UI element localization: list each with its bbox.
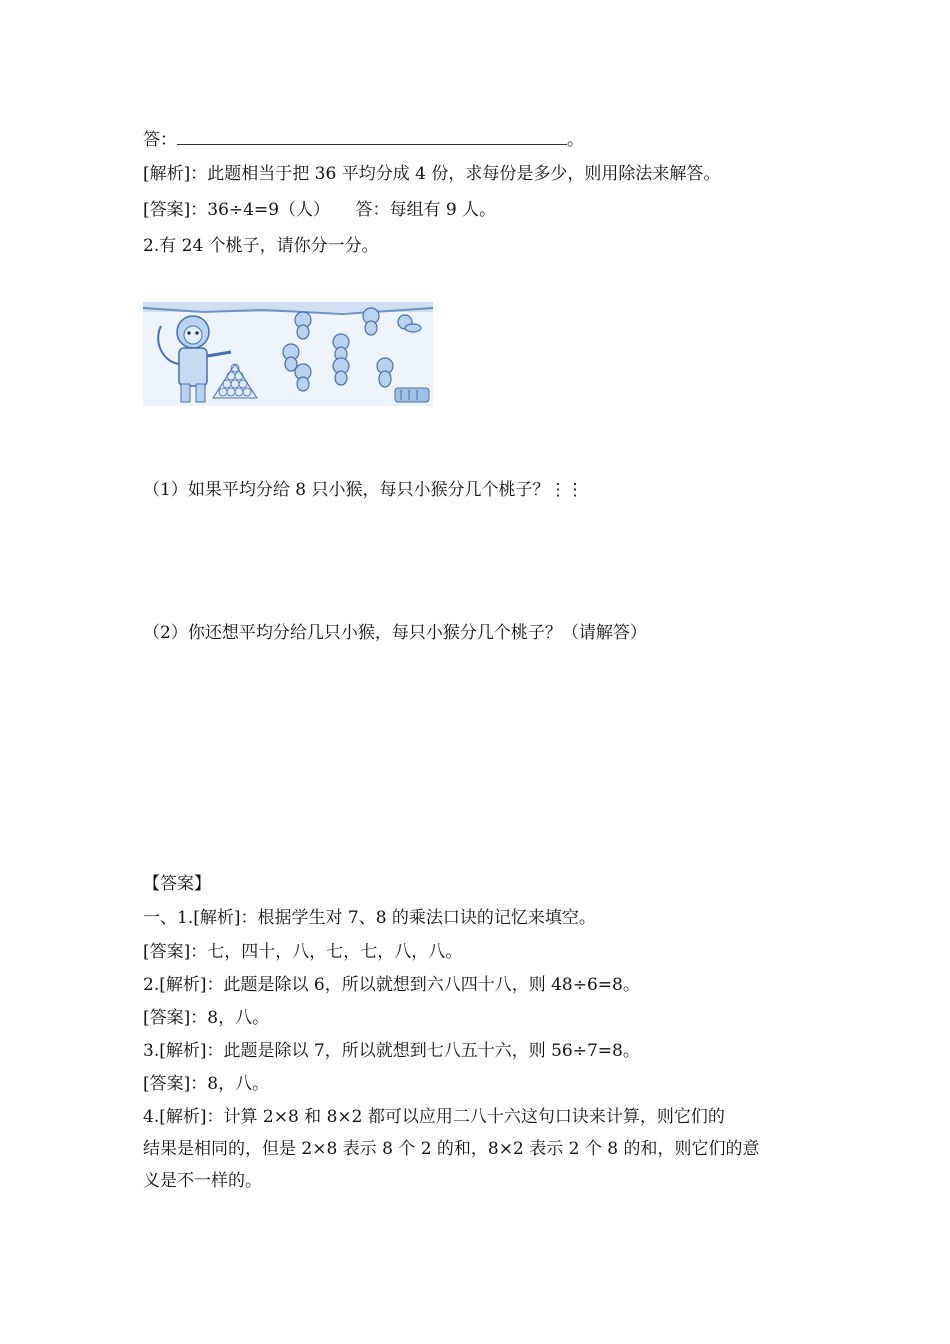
answer-line: [答案]：8，八。 xyxy=(143,1074,270,1094)
question-2: 2.有 24 个桃子，请你分一分。 xyxy=(143,236,379,256)
question-2-part-2: （2）你还想平均分给几只小猴，每只小猴分几个桃子？（请解答） xyxy=(143,623,647,643)
answer-line: [答案]：8，八。 xyxy=(143,1008,270,1028)
answer-end: 。 xyxy=(567,130,584,150)
analysis-text: [解析]：此题相当于把 36 平均分成 4 份，求每份是多少，则用除法来解答。 xyxy=(143,164,721,184)
answer-line: 一、1.[解析]：根据学生对 7、8 的乘法口诀的记忆来填空。 xyxy=(143,908,596,928)
monkeys-peaches-illustration xyxy=(143,302,433,406)
answer-text: [答案]：36÷4=9（人） 答：每组有 9 人。 xyxy=(143,200,497,220)
answer-line: 2.[解析]：此题是除以 6，所以就想到六八四十八，则 48÷6=8。 xyxy=(143,975,640,995)
question-2-part-1: （1）如果平均分给 8 只小猴，每只小猴分几个桃子？⋮⋮ xyxy=(143,480,584,500)
answer-blank-line xyxy=(143,128,584,152)
answer-line: 义是不一样的。 xyxy=(143,1171,262,1191)
answer-line: 结果是相同的，但是 2×8 表示 8 个 2 的和，8×2 表示 2 个 8 的和，则它们的意 xyxy=(143,1139,760,1159)
answer-line: 3.[解析]：此题是除以 7，所以就想到七八五十六，则 56÷7=8。 xyxy=(143,1041,640,1061)
answer-blank[interactable] xyxy=(177,128,567,145)
answer-label: 答： xyxy=(143,130,177,150)
answers-heading: 【答案】 xyxy=(143,874,211,894)
answer-line: [答案]：七，四十，八，七，七，八，八。 xyxy=(143,942,463,962)
answer-line: 4.[解析]：计算 2×8 和 8×2 都可以应用二八十六这句口诀来计算，则它们的 xyxy=(143,1107,725,1127)
